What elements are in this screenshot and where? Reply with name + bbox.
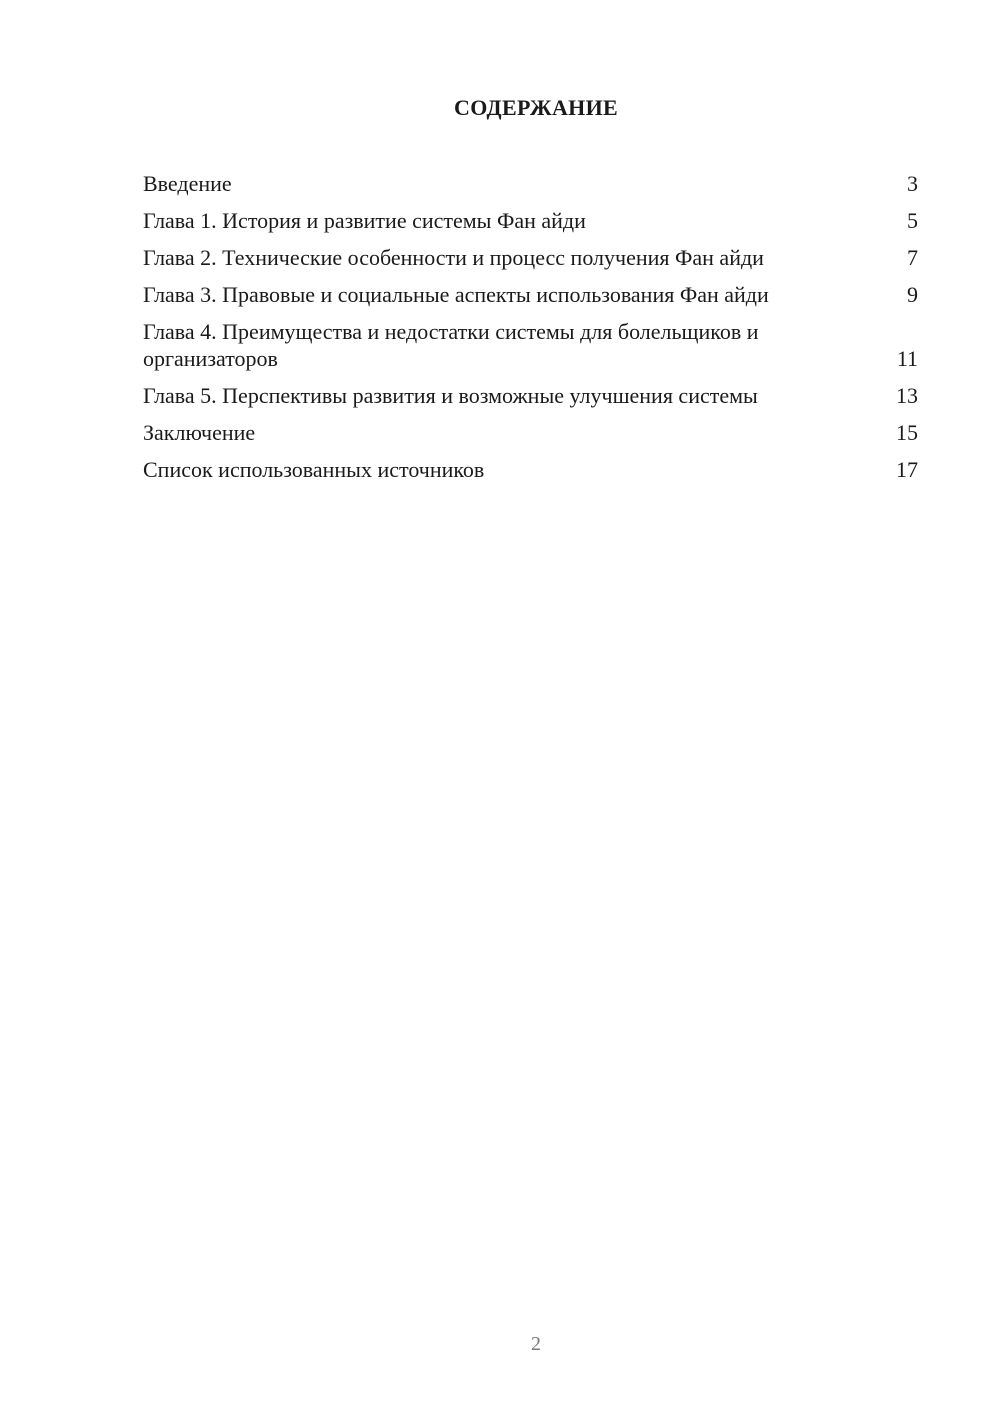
toc-entry-chapter-5: [143, 382, 918, 409]
toc-entry-label: Список использованных источников: [143, 457, 485, 482]
toc-entry-chapter-3: [143, 281, 918, 308]
toc-entry-label: Глава 1. История и развитие системы Фан айди: [143, 208, 586, 233]
toc-entry-page: 5: [907, 208, 918, 233]
toc-entry-chapter-2: [143, 244, 918, 271]
toc-entry-conclusion: [143, 419, 918, 446]
toc-entry-page: 7: [907, 245, 918, 270]
toc-entry-page: 9: [907, 282, 918, 307]
toc-entry-page: 15: [896, 420, 918, 445]
table-of-contents: [143, 170, 918, 493]
toc-entry-label: Глава 4. Преимущества и недостатки системы для болельщиков и организаторов: [143, 319, 759, 371]
toc-entry-label: Глава 5. Перспективы развития и возможные улучшения системы: [143, 383, 758, 408]
toc-entry-introduction: [143, 170, 918, 197]
toc-entry-page: 3: [907, 171, 918, 196]
toc-entry-label: Глава 2. Технические особенности и процесс получения Фан айди: [143, 245, 764, 270]
toc-entry-chapter-1: [143, 207, 918, 234]
toc-title: СОДЕРЖАНИЕ: [454, 95, 618, 120]
toc-entry-page: 17: [896, 457, 918, 482]
page-number: 2: [531, 1333, 541, 1355]
toc-entry-label: Глава 3. Правовые и социальные аспекты использования Фан айди: [143, 282, 769, 307]
toc-entry-label: Заключение: [143, 420, 256, 445]
toc-entry-label: Введение: [143, 171, 232, 196]
toc-entry-page: 11: [896, 346, 918, 371]
toc-entry-chapter-4: [143, 318, 918, 372]
toc-entry-references: [143, 456, 918, 483]
toc-entry-page: 13: [896, 383, 918, 408]
